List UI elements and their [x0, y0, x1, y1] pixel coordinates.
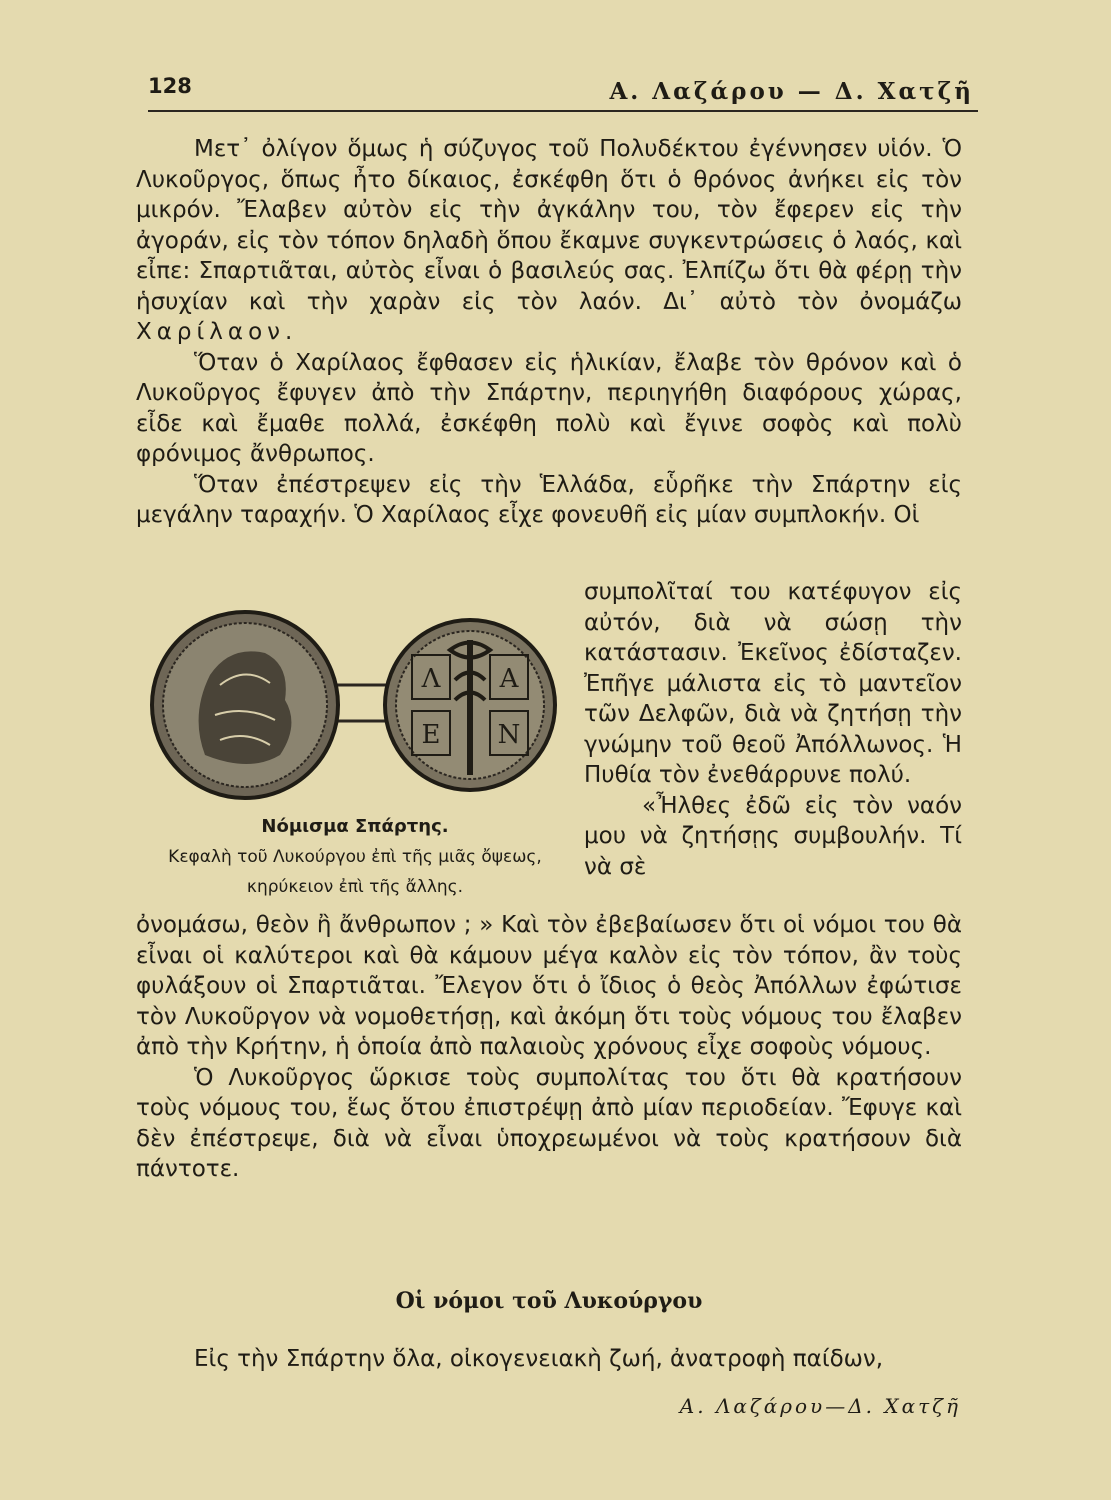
paragraph: Ὅταν ὁ Χαρίλαος ἔφθασεν εἰς ἡλικίαν, ἔλαβε τὸν θρόνον καὶ ὁ Λυκοῦργος ἔφυγεν ἀπὸ τὴν Σπάρτην, περιηγήθη διαφόρους χώρας, εἶδε καὶ ἔμαθε πολλά, ἐσκέφθη πολὺ καὶ ἔγινε σοφὸς καὶ πολὺ φρόνιμος ἄνθρωπος. [136, 349, 962, 467]
paragraph: «Ἦλθες ἐδῶ εἰς τὸν ναόν μου νὰ ζητήσῃς συμβουλήν. Τί νὰ σὲ [584, 792, 962, 880]
figure-caption [140, 812, 570, 902]
paragraph: συμπολῖταί του κατέφυγον εἰς αὐτόν, διὰ νὰ σώσῃ τὴν κατάστασιν. Ἐκεῖνος ἐδίσταζεν. Ἐπῆγε μάλιστα εἰς τὸ μαντεῖον τῶν Δελφῶν, διὰ νὰ ζητήσῃ τὴν γνώμην τοῦ θεοῦ Ἀπόλλωνος. Ἡ Πυθία τὸν ἐνεθάρρυνε πολύ. [584, 579, 962, 788]
coin-reverse [385, 620, 555, 790]
paragraph: Ὁ Λυκοῦργος ὥρκισε τοὺς συμπολίτας του ὅτι θὰ κρατήσουν τοὺς νόμους του, ἕως ὅτου ἐπιστρέψῃ ἀπὸ μίαν περιοδείαν. Ἔφυγε καὶ δὲν ἐπέστρεψε, διὰ νὰ εἶναι ὑποχρεωμένοι νὰ τοὺς κρατήσουν διὰ πάντοτε. [136, 1064, 962, 1182]
body-text-side [584, 577, 962, 882]
body-text-bottom [136, 910, 962, 1185]
coin-figure [150, 605, 560, 805]
section-text [136, 1344, 962, 1375]
running-head: Α. Λαζάρου — Δ. Χατζῆ [609, 78, 974, 105]
paragraph-text: Μετ᾽ ὀλίγον ὅμως ἡ σύζυγος τοῦ Πολυδέκτου ἐγέννησεν υἱόν. Ὁ Λυκοῦργος, ὅπως ἦτο δίκαιος, ἐσκέφθη ὅτι ὁ θρόνος ἀνήκει εἰς τὸν μικρόν. Ἔλαβεν αὐτὸν εἰς τὴν ἀγκάλην του, τὸν ἔφερεν εἰς τὴν ἀγοράν, εἰς τὸν τόπον δηλαδὴ ὅπου ἔκαμνε συγκεντρώσεις ὁ λαός, καὶ εἶπε: Σπαρτιᾶται, αὐτὸς εἶναι ὁ βασιλεύς σας. Ἐλπίζω ὅτι θὰ φέρῃ τὴν ἡσυχίαν καὶ τὴν χαρὰν εἰς τὸν λαόν. Δι᾽ αὐτὸ τὸν ὀνομάζω [136, 136, 962, 315]
name-spaced: Χαρίλαον. [136, 319, 298, 345]
sparta-coin-illustration [150, 605, 560, 805]
caption-title: Νόμισμα Σπάρτης. [261, 816, 449, 837]
paragraph: Ὅταν ἐπέστρεψεν εἰς τὴν Ἑλλάδα, εὗρῆκε τὴν Σπάρτην εἰς μεγάλην ταραχήν. Ὁ Χαρίλαος εἶχε φονευθῆ εἰς μίαν συμπλοκήν. Οἱ [136, 471, 962, 528]
coin-letter: Ν [497, 720, 521, 750]
paragraph: Εἰς τὴν Σπάρτην ὅλα, οἰκογενειακὴ ζωή, ἀνατροφὴ παίδων, [194, 1346, 884, 1372]
coin-obverse [152, 612, 338, 798]
paragraph: ὀνομάσω, θεὸν ἢ ἄνθρωπον ; » Καὶ τὸν ἐβεβαίωσεν ὅτι οἱ νόμοι του θὰ εἶναι οἱ καλύτεροι καὶ θὰ κάμουν μέγα καλὸν εἰς τὸν τόπον, ἂν τοὺς φυλάξουν οἱ Σπαρτιᾶται. Ἔλεγον ὅτι ὁ ἴδιος ὁ θεὸς Ἀπόλλων ἐφώτισε τὸν Λυκοῦργον νὰ νομοθετήσῃ, καὶ ἀκόμη ὅτι τοὺς νόμους του ἔλαβεν ἀπὸ τὴν Κρήτην, ἡ ὁποία ἀπὸ παλαιοὺς χρόνους εἶχε σοφοὺς νόμους. [136, 912, 962, 1060]
coin-letter: Ε [421, 720, 441, 750]
section-heading: Οἱ νόμοι τοῦ Λυκούργου [395, 1288, 703, 1314]
page-header [148, 72, 978, 112]
caption-text: Κεφαλὴ τοῦ Λυκούργου ἐπὶ τῆς μιᾶς ὄψεως, κηρύκειον ἐπὶ τῆς ἄλλης. [168, 847, 542, 897]
body-text-top [136, 134, 962, 531]
coin-letter: Α [499, 664, 519, 694]
page-number: 128 [148, 74, 192, 98]
footer-credit: Α. Λαζάρου—Δ. Χατζῆ [679, 1394, 961, 1418]
paragraph [136, 134, 962, 348]
coin-letter: Λ [421, 664, 441, 694]
